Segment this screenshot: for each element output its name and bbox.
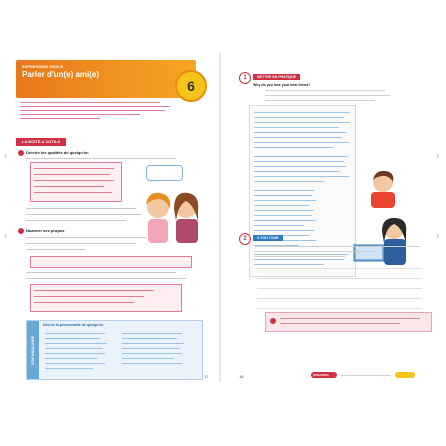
article-line xyxy=(254,142,349,143)
vocab-line xyxy=(122,363,182,364)
vocab-line xyxy=(122,348,180,349)
page-number: 17 xyxy=(204,374,209,379)
article-line xyxy=(254,254,348,255)
text-line xyxy=(26,214,141,215)
your-turn-tag: A TON TOUR xyxy=(253,235,283,241)
intro-text-line xyxy=(20,110,165,111)
article-line xyxy=(254,200,316,201)
text-line xyxy=(26,208,136,209)
banner-title: Parler d'un(e) ami(e) xyxy=(22,70,100,79)
text-line xyxy=(265,90,385,91)
article-line xyxy=(254,181,324,182)
text-line xyxy=(34,290,154,291)
chevron-left-icon[interactable]: ‹ xyxy=(4,150,8,162)
answer-line[interactable] xyxy=(257,278,422,279)
article-line xyxy=(254,161,344,162)
article-line xyxy=(254,171,340,172)
article-line xyxy=(254,112,349,113)
text-line xyxy=(34,192,112,193)
vocab-line xyxy=(122,333,182,334)
article-line xyxy=(254,127,339,128)
article-line xyxy=(254,264,324,265)
text-line xyxy=(265,95,390,96)
book-gutter xyxy=(219,52,221,382)
article-line xyxy=(254,176,349,177)
vocab-line xyxy=(45,333,105,334)
section-title: Nuancer ses propos xyxy=(26,228,65,234)
article-line xyxy=(254,205,309,206)
article-line xyxy=(254,122,350,123)
article-line xyxy=(254,132,346,133)
boy-illustration xyxy=(365,168,401,208)
vocab-line xyxy=(122,343,184,344)
text-line xyxy=(280,323,400,324)
example-box xyxy=(30,256,192,268)
vocab-line xyxy=(45,363,105,364)
chevron-left-icon[interactable]: ‹ xyxy=(4,230,8,242)
article-line xyxy=(254,166,346,167)
text-line xyxy=(34,302,134,303)
text-line xyxy=(26,272,176,273)
vocab-line xyxy=(45,343,107,344)
vocab-line xyxy=(122,358,174,359)
text-line xyxy=(34,180,114,181)
answer-line[interactable] xyxy=(257,268,422,269)
article-line xyxy=(254,210,314,211)
vocab-line xyxy=(122,353,182,354)
text-line xyxy=(265,100,375,101)
text-line xyxy=(280,318,420,319)
page-number: 18 xyxy=(239,374,244,379)
footer-badge-label: SPEAKING xyxy=(313,373,329,377)
tip-callout xyxy=(265,312,432,332)
vocab-line xyxy=(45,353,105,354)
text-line xyxy=(26,220,126,221)
section-heading xyxy=(18,150,89,156)
tip-icon xyxy=(270,318,276,324)
vocabulary-tab-label: VOCABULAIRE xyxy=(30,335,35,365)
footer-tab xyxy=(395,372,415,378)
article-line xyxy=(254,220,316,221)
vocabulary-tab xyxy=(27,321,39,379)
text-line xyxy=(255,256,345,257)
footer-line xyxy=(341,375,391,376)
unit-number-badge: 6 xyxy=(175,70,207,102)
friends-illustration xyxy=(136,185,211,245)
vocabulary-title: Décrire la personnalité de quelqu'un xyxy=(43,323,104,327)
text-line xyxy=(34,296,144,297)
article-line xyxy=(254,225,304,226)
text-line xyxy=(34,168,114,169)
intro-text-line xyxy=(20,102,160,103)
vocabulary-box xyxy=(26,320,203,380)
article-line xyxy=(254,147,334,148)
bullet-icon xyxy=(18,228,24,234)
bullet-icon xyxy=(18,150,24,156)
text-line xyxy=(255,246,420,247)
text-line xyxy=(26,278,186,279)
speech-bubble xyxy=(146,165,183,181)
article-line xyxy=(254,190,314,191)
vocab-line xyxy=(45,368,93,369)
text-line xyxy=(34,174,110,175)
text-line xyxy=(34,186,104,187)
article-line xyxy=(254,117,344,118)
vocab-line xyxy=(122,338,177,339)
article-line xyxy=(254,195,312,196)
intro-text-line xyxy=(20,114,140,115)
vocab-line xyxy=(45,338,100,339)
intro-text-line xyxy=(20,106,170,107)
practice-tag: METTRE EN PRATIQUE xyxy=(253,74,300,80)
vocab-line xyxy=(45,358,97,359)
answer-line[interactable] xyxy=(257,288,422,289)
exercise-number: 2 xyxy=(239,233,251,245)
section-title: Décrire les qualités de quelqu'un xyxy=(26,150,89,156)
example-box xyxy=(30,284,182,312)
girl-laptop-illustration xyxy=(352,215,412,270)
exercise-number: 1 xyxy=(239,72,251,84)
lesson-banner xyxy=(16,60,196,98)
text-line xyxy=(26,237,146,238)
practice-question: Why do you love your best friend? xyxy=(253,83,311,87)
text-line xyxy=(255,251,375,252)
intro-text-line xyxy=(20,118,100,119)
text-line xyxy=(26,243,136,244)
section-heading xyxy=(18,228,64,234)
answer-line[interactable] xyxy=(257,308,422,309)
article-line xyxy=(254,137,342,138)
vocab-line xyxy=(45,348,103,349)
answer-line[interactable] xyxy=(257,298,422,299)
text-line xyxy=(26,249,86,250)
article-line xyxy=(254,230,314,231)
right-page xyxy=(225,50,430,380)
toolbox-header: LA BOITE A OUTILS xyxy=(16,138,66,146)
article-line xyxy=(254,259,344,260)
article-line xyxy=(254,215,312,216)
text-line xyxy=(26,158,176,159)
chevron-right-icon[interactable]: › xyxy=(436,150,440,162)
banner-category: EXPRESSION ORALE xyxy=(22,64,64,69)
chevron-right-icon[interactable]: › xyxy=(436,230,440,242)
left-page xyxy=(16,50,221,380)
article-line xyxy=(254,156,348,157)
